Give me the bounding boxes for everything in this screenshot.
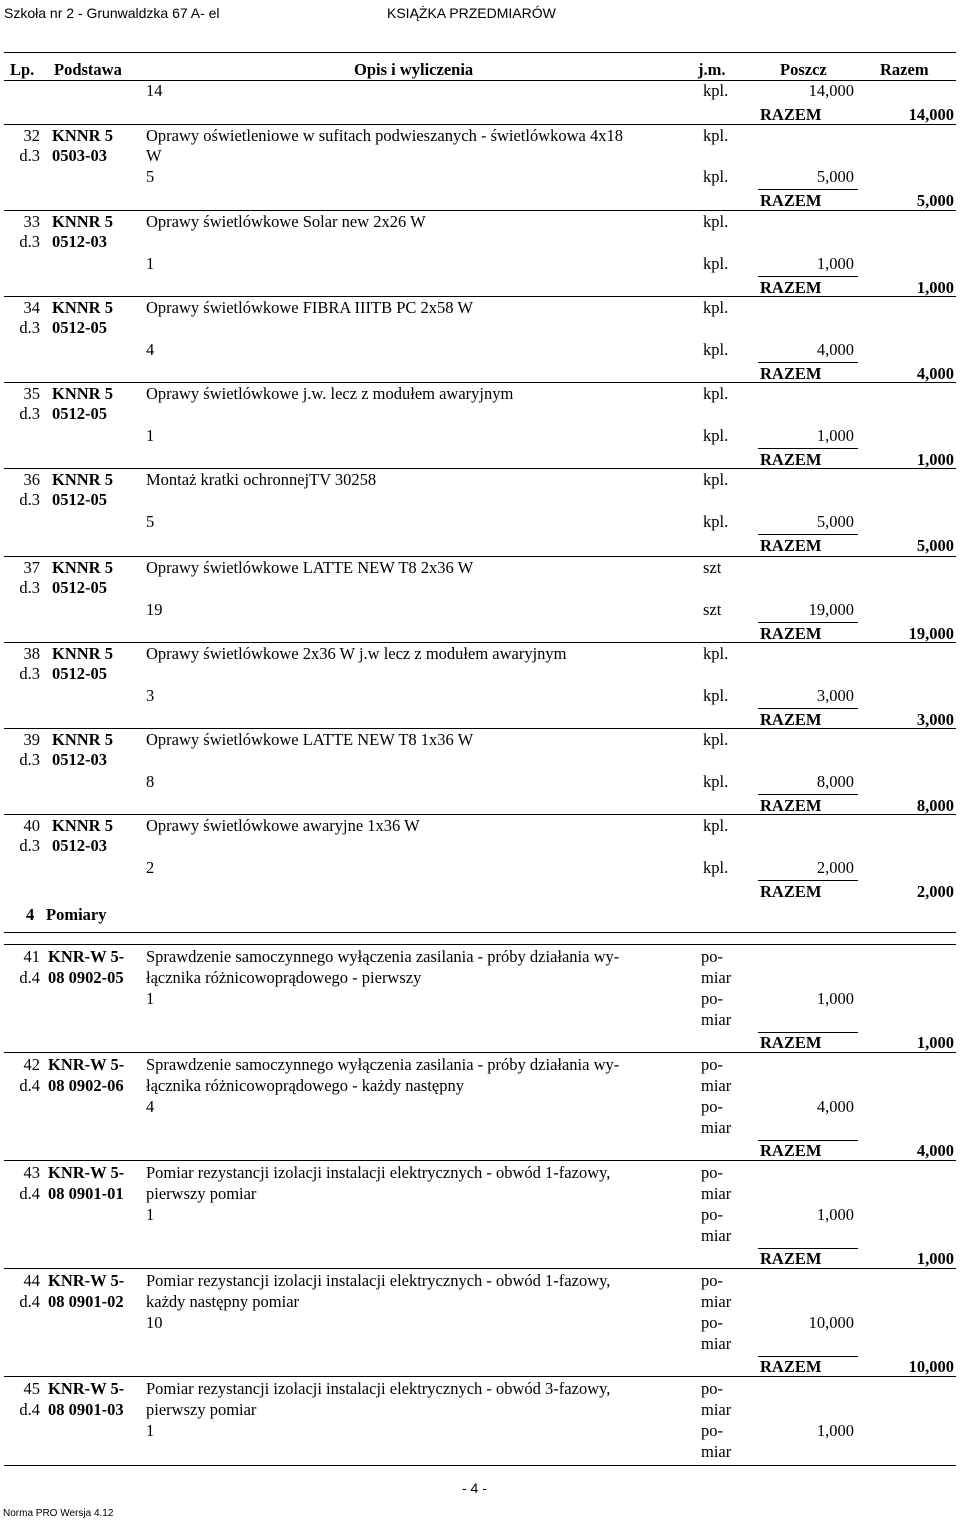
item-lp-suffix: d.4 bbox=[19, 1076, 40, 1095]
item-description-cont: łącznika różnicowoprądowego - każdy następny bbox=[146, 1076, 464, 1095]
item-total: 3,000 bbox=[916, 710, 954, 729]
top-razem-value: 14,000 bbox=[908, 105, 954, 124]
item-description: Oprawy świetlówkowe awaryjne 1x36 W bbox=[146, 816, 420, 835]
item-total: 1,000 bbox=[916, 278, 954, 297]
item-basis: KNNR 5 bbox=[52, 470, 113, 489]
item-basis: KNNR 5 bbox=[52, 384, 113, 403]
item-basis: KNNR 5 bbox=[52, 730, 113, 749]
item-lp-suffix: d.4 bbox=[19, 1400, 40, 1419]
item-calc-unit-cont: miar bbox=[701, 1334, 732, 1353]
item-separator bbox=[4, 1376, 956, 1377]
item-calc-unit: kpl. bbox=[703, 772, 729, 791]
header-title: Szkoła nr 2 - Grunwaldzka 67 A- el bbox=[4, 5, 220, 21]
item-calc: 1 bbox=[146, 426, 155, 445]
item-sum-rule bbox=[758, 448, 858, 449]
item-description: Oprawy świetlówkowe LATTE NEW T8 2x36 W bbox=[146, 558, 474, 577]
item-quantity: 2,000 bbox=[816, 858, 854, 877]
item-calc: 19 bbox=[146, 600, 163, 619]
item-total: 1,000 bbox=[916, 450, 954, 469]
col-podstawa: Podstawa bbox=[54, 60, 122, 79]
item-calc: 1 bbox=[146, 1205, 155, 1224]
item-quantity: 19,000 bbox=[808, 600, 854, 619]
item-lp: 41 bbox=[23, 947, 40, 966]
top-calc: 14 bbox=[146, 81, 163, 100]
item-lp: 38 bbox=[23, 644, 40, 663]
item-calc: 3 bbox=[146, 686, 155, 705]
item-quantity: 1,000 bbox=[816, 426, 854, 445]
item-total: 4,000 bbox=[916, 1141, 954, 1160]
item-quantity: 1,000 bbox=[816, 989, 854, 1008]
top-razem-label: RAZEM bbox=[760, 105, 822, 124]
item-unit: po- bbox=[701, 1055, 723, 1074]
item-total-label: RAZEM bbox=[760, 450, 822, 469]
item-total: 5,000 bbox=[916, 191, 954, 210]
item-basis-code: 0512-05 bbox=[52, 490, 107, 509]
item-lp-suffix: d.3 bbox=[19, 578, 40, 597]
item-basis-code: 08 0902-06 bbox=[48, 1076, 124, 1095]
item-lp-suffix: d.3 bbox=[19, 490, 40, 509]
item-calc: 2 bbox=[146, 858, 155, 877]
item-total-label: RAZEM bbox=[760, 624, 822, 643]
item-basis: KNR-W 5- bbox=[48, 1163, 125, 1182]
item-calc-unit: po- bbox=[701, 1097, 723, 1116]
item-total: 10,000 bbox=[908, 1357, 954, 1376]
item-lp: 39 bbox=[23, 730, 40, 749]
item-lp-suffix: d.4 bbox=[19, 968, 40, 987]
item-total-label: RAZEM bbox=[760, 710, 822, 729]
item-separator bbox=[4, 556, 956, 557]
item-unit: kpl. bbox=[703, 644, 729, 663]
header-book-title: KSIĄŻKA PRZEDMIARÓW bbox=[387, 5, 556, 21]
item-sum-rule bbox=[758, 362, 858, 363]
item-quantity: 1,000 bbox=[816, 1205, 854, 1224]
item-separator bbox=[4, 468, 956, 469]
item-sum-rule bbox=[758, 880, 858, 881]
item-basis-code: 0512-05 bbox=[52, 578, 107, 597]
item-description: Oprawy świetlówkowe LATTE NEW T8 1x36 W bbox=[146, 730, 474, 749]
item-description: Oprawy świetlówkowe 2x36 W j.w lecz z modułem awaryjnym bbox=[146, 644, 567, 663]
item-calc-unit: po- bbox=[701, 1205, 723, 1224]
item-basis-code: 0512-03 bbox=[52, 750, 107, 769]
item-total-label: RAZEM bbox=[760, 796, 822, 815]
item-sum-rule bbox=[758, 708, 858, 709]
col-jm: j.m. bbox=[698, 60, 726, 79]
item-lp: 42 bbox=[23, 1055, 40, 1074]
item-separator bbox=[4, 944, 956, 945]
item-calc-unit: kpl. bbox=[703, 686, 729, 705]
item-lp: 34 bbox=[23, 298, 40, 317]
item-basis-code: 08 0901-03 bbox=[48, 1400, 124, 1419]
header-top-rule bbox=[4, 52, 956, 53]
item-total-label: RAZEM bbox=[760, 1033, 822, 1052]
item-description-cont: W bbox=[146, 146, 162, 165]
item-separator bbox=[4, 1160, 956, 1161]
item-separator bbox=[4, 210, 956, 211]
item-lp: 37 bbox=[23, 558, 40, 577]
item-calc-unit: szt bbox=[703, 600, 722, 619]
item-description: Oprawy świetlówkowe Solar new 2x26 W bbox=[146, 212, 426, 231]
item-unit: kpl. bbox=[703, 212, 729, 231]
item-total-label: RAZEM bbox=[760, 1141, 822, 1160]
item-calc: 4 bbox=[146, 1097, 155, 1116]
item-calc: 1 bbox=[146, 1421, 155, 1440]
item-unit: po- bbox=[701, 1163, 723, 1182]
item-basis-code: 0512-03 bbox=[52, 836, 107, 855]
item-total-label: RAZEM bbox=[760, 1357, 822, 1376]
item-separator bbox=[4, 296, 956, 297]
item-lp-suffix: d.3 bbox=[19, 404, 40, 423]
item-basis-code: 08 0902-05 bbox=[48, 968, 124, 987]
item-lp: 44 bbox=[23, 1271, 40, 1290]
item-quantity: 5,000 bbox=[816, 512, 854, 531]
item-basis: KNNR 5 bbox=[52, 298, 113, 317]
item-basis-code: 0512-05 bbox=[52, 664, 107, 683]
item-unit-cont: miar bbox=[701, 968, 732, 987]
item-separator bbox=[4, 728, 956, 729]
item-calc: 10 bbox=[146, 1313, 163, 1332]
item-unit-cont: miar bbox=[701, 1184, 732, 1203]
item-basis-code: 08 0901-02 bbox=[48, 1292, 124, 1311]
item-calc-unit-cont: miar bbox=[701, 1442, 732, 1461]
item-description-cont: pierwszy pomiar bbox=[146, 1400, 257, 1419]
item-total-label: RAZEM bbox=[760, 536, 822, 555]
item-unit: kpl. bbox=[703, 126, 729, 145]
col-razem: Razem bbox=[880, 60, 929, 79]
col-opis: Opis i wyliczenia bbox=[354, 60, 474, 79]
item-unit: kpl. bbox=[703, 384, 729, 403]
item-calc-unit: kpl. bbox=[703, 858, 729, 877]
item-calc-unit: kpl. bbox=[703, 426, 729, 445]
item-unit: kpl. bbox=[703, 816, 729, 835]
top-poszcz: 14,000 bbox=[808, 81, 854, 100]
item-total: 1,000 bbox=[916, 1249, 954, 1268]
item-total: 19,000 bbox=[908, 624, 954, 643]
item-basis: KNNR 5 bbox=[52, 558, 113, 577]
item-basis: KNR-W 5- bbox=[48, 947, 125, 966]
item-total: 4,000 bbox=[916, 364, 954, 383]
software-version: Norma PRO Wersja 4.12 bbox=[3, 1508, 114, 1519]
item-calc: 5 bbox=[146, 512, 155, 531]
item-unit-cont: miar bbox=[701, 1292, 732, 1311]
item-calc-unit: po- bbox=[701, 1421, 723, 1440]
item-lp-suffix: d.4 bbox=[19, 1184, 40, 1203]
item-calc-unit: po- bbox=[701, 989, 723, 1008]
item-lp: 35 bbox=[23, 384, 40, 403]
item-basis-code: 0512-05 bbox=[52, 404, 107, 423]
item-total-label: RAZEM bbox=[760, 278, 822, 297]
item-description: Oprawy świetlówkowe j.w. lecz z modułem awaryjnym bbox=[146, 384, 514, 403]
item-calc-unit: kpl. bbox=[703, 167, 729, 186]
item-total-label: RAZEM bbox=[760, 882, 822, 901]
item-description-cont: każdy następny pomiar bbox=[146, 1292, 300, 1311]
item-unit: po- bbox=[701, 1379, 723, 1398]
item-sum-rule bbox=[758, 622, 858, 623]
item-calc-unit: po- bbox=[701, 1313, 723, 1332]
item-unit: kpl. bbox=[703, 298, 729, 317]
item-basis: KNNR 5 bbox=[52, 212, 113, 231]
item-calc-unit-cont: miar bbox=[701, 1118, 732, 1137]
item-lp-suffix: d.3 bbox=[19, 836, 40, 855]
item-sum-rule bbox=[758, 189, 858, 190]
col-lp: Lp. bbox=[10, 60, 35, 79]
page-number: - 4 - bbox=[462, 1480, 487, 1496]
item-lp: 36 bbox=[23, 470, 40, 489]
item-basis-code: 08 0901-01 bbox=[48, 1184, 124, 1203]
item-lp-suffix: d.3 bbox=[19, 146, 40, 165]
item-unit: po- bbox=[701, 1271, 723, 1290]
item-calc-unit: kpl. bbox=[703, 512, 729, 531]
item-separator bbox=[4, 642, 956, 643]
item-total: 2,000 bbox=[916, 882, 954, 901]
item-quantity: 5,000 bbox=[816, 167, 854, 186]
item-lp-suffix: d.3 bbox=[19, 664, 40, 683]
item-lp-suffix: d.3 bbox=[19, 232, 40, 251]
item-basis: KNR-W 5- bbox=[48, 1055, 125, 1074]
item-description: Sprawdzenie samoczynnego wyłączenia zasilania - próby działania wy- bbox=[146, 1055, 620, 1074]
item-total-label: RAZEM bbox=[760, 364, 822, 383]
item-description: Pomiar rezystancji izolacji instalacji elektrycznych - obwód 1-fazowy, bbox=[146, 1163, 611, 1182]
item-basis: KNNR 5 bbox=[52, 644, 113, 663]
item-separator bbox=[4, 124, 956, 125]
item-calc-unit: kpl. bbox=[703, 254, 729, 273]
item-total: 1,000 bbox=[916, 1033, 954, 1052]
item-unit: szt bbox=[703, 558, 722, 577]
item-calc-unit-cont: miar bbox=[701, 1226, 732, 1245]
item-calc: 1 bbox=[146, 989, 155, 1008]
col-poszcz: Poszcz bbox=[780, 60, 827, 79]
item-calc: 4 bbox=[146, 340, 155, 359]
item-lp: 40 bbox=[23, 816, 40, 835]
item-separator bbox=[4, 382, 956, 383]
item-quantity: 10,000 bbox=[808, 1313, 854, 1332]
item-basis-code: 0503-03 bbox=[52, 146, 107, 165]
item-basis: KNR-W 5- bbox=[48, 1271, 125, 1290]
item-lp: 43 bbox=[23, 1163, 40, 1182]
item-unit: kpl. bbox=[703, 730, 729, 749]
item-basis: KNNR 5 bbox=[52, 126, 113, 145]
item-lp: 33 bbox=[23, 212, 40, 231]
item-calc-unit: kpl. bbox=[703, 340, 729, 359]
item-sum-rule bbox=[758, 276, 858, 277]
item-quantity: 1,000 bbox=[816, 1421, 854, 1440]
item-description: Oprawy świetlówkowe FIBRA IIITB PC 2x58 W bbox=[146, 298, 473, 317]
item-calc: 5 bbox=[146, 167, 155, 186]
item-quantity: 3,000 bbox=[816, 686, 854, 705]
item-description: Pomiar rezystancji izolacji instalacji elektrycznych - obwód 1-fazowy, bbox=[146, 1271, 611, 1290]
item-calc-unit-cont: miar bbox=[701, 1010, 732, 1029]
item-unit-cont: miar bbox=[701, 1076, 732, 1095]
item-calc: 1 bbox=[146, 254, 155, 273]
item-description: Montaż kratki ochronnejTV 30258 bbox=[146, 470, 377, 489]
item-lp-suffix: d.3 bbox=[19, 750, 40, 769]
item-basis: KNNR 5 bbox=[52, 816, 113, 835]
item-unit: po- bbox=[701, 947, 723, 966]
section-separator bbox=[4, 932, 956, 933]
item-sum-rule bbox=[758, 534, 858, 535]
item-lp-suffix: d.4 bbox=[19, 1292, 40, 1311]
item-total: 8,000 bbox=[916, 796, 954, 815]
item-basis: KNR-W 5- bbox=[48, 1379, 125, 1398]
item-calc: 8 bbox=[146, 772, 155, 791]
section-title: Pomiary bbox=[46, 905, 107, 924]
item-quantity: 1,000 bbox=[816, 254, 854, 273]
top-unit: kpl. bbox=[703, 81, 729, 100]
item-quantity: 8,000 bbox=[816, 772, 854, 791]
item-description-cont: łącznika różnicowoprądowego - pierwszy bbox=[146, 968, 422, 987]
item-lp-suffix: d.3 bbox=[19, 318, 40, 337]
page-bottom-rule bbox=[4, 1465, 956, 1466]
item-basis-code: 0512-03 bbox=[52, 232, 107, 251]
item-total-label: RAZEM bbox=[760, 191, 822, 210]
item-description: Sprawdzenie samoczynnego wyłączenia zasilania - próby działania wy- bbox=[146, 947, 620, 966]
item-lp: 32 bbox=[23, 126, 40, 145]
item-quantity: 4,000 bbox=[816, 1097, 854, 1116]
item-sum-rule bbox=[758, 794, 858, 795]
item-basis-code: 0512-05 bbox=[52, 318, 107, 337]
item-description-cont: pierwszy pomiar bbox=[146, 1184, 257, 1203]
item-separator bbox=[4, 1268, 956, 1269]
item-quantity: 4,000 bbox=[816, 340, 854, 359]
section-number: 4 bbox=[26, 905, 35, 924]
item-description: Oprawy oświetleniowe w sufitach podwieszanych - świetlówkowa 4x18 bbox=[146, 126, 624, 145]
item-unit-cont: miar bbox=[701, 1400, 732, 1419]
item-unit: kpl. bbox=[703, 470, 729, 489]
item-total-label: RAZEM bbox=[760, 1249, 822, 1268]
item-separator bbox=[4, 814, 956, 815]
item-description: Pomiar rezystancji izolacji instalacji elektrycznych - obwód 3-fazowy, bbox=[146, 1379, 611, 1398]
item-total: 5,000 bbox=[916, 536, 954, 555]
item-separator bbox=[4, 1052, 956, 1053]
item-lp: 45 bbox=[23, 1379, 40, 1398]
